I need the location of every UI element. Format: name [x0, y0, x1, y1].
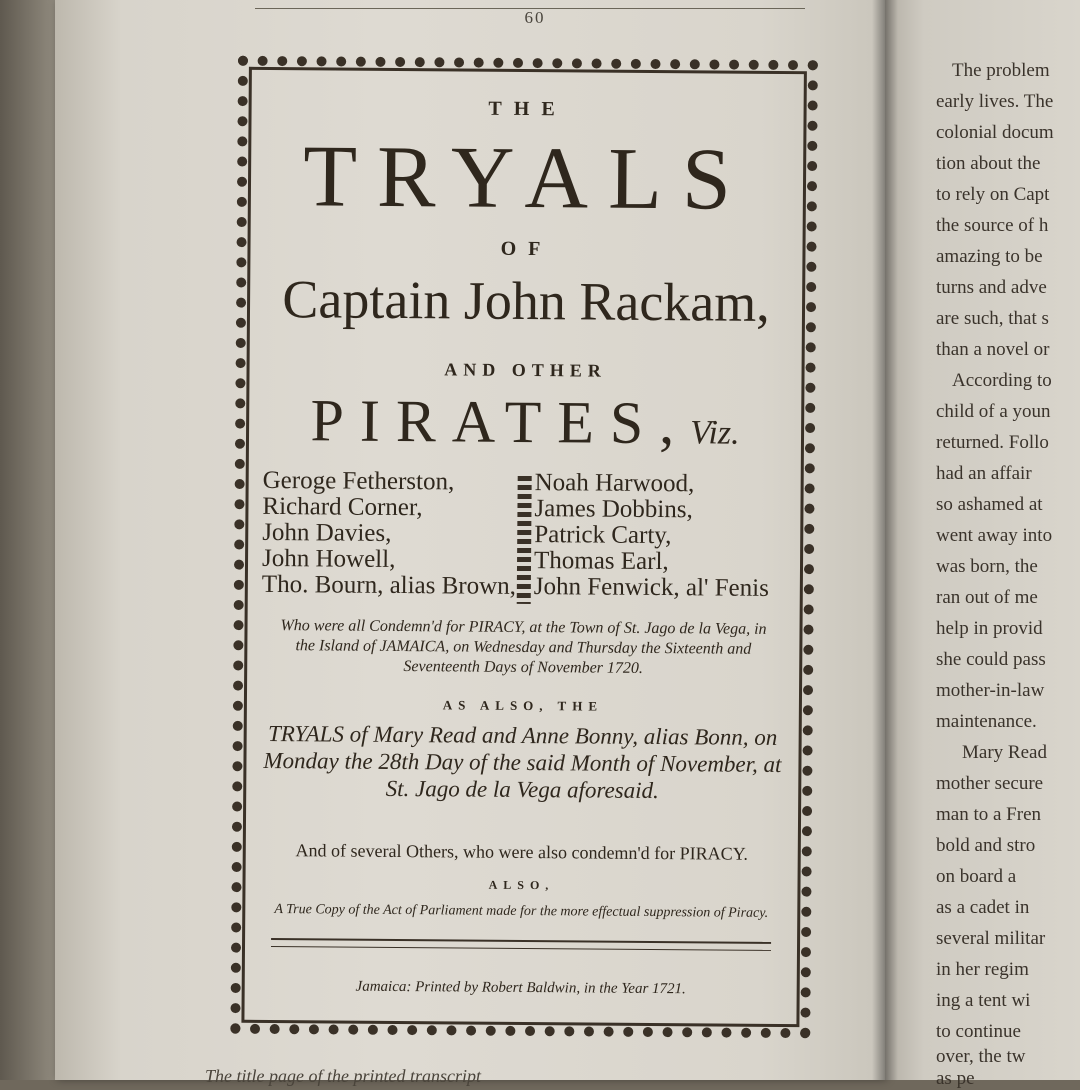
as-also: AS ALSO, THE [442, 697, 604, 714]
list-item: Thomas Earl, [533, 547, 669, 576]
true-copy: A True Copy of the Act of Parliament made for the more effectual suppression of Piracy. [274, 902, 769, 921]
title-pirates-line [235, 386, 816, 460]
text-line: the source of h [936, 215, 1049, 236]
text-line: returned. Follo [936, 432, 1049, 453]
text-line: was born, the [936, 556, 1038, 577]
list-item: John Davies, [262, 518, 392, 547]
text-line: maintenance. [936, 711, 1037, 732]
list-item: Noah Harwood, [534, 469, 695, 498]
title-captain: Captain John Rackam, [282, 269, 771, 333]
book-gutter [872, 0, 898, 1080]
title-of: OF [500, 237, 553, 261]
list-item: Patrick Carty, [534, 521, 672, 550]
text-line: ing a tent wi [936, 990, 1031, 1011]
title-and-other: AND OTHER [444, 359, 607, 381]
several-others: And of several Others, who were also condemn'd for PIRACY. [295, 840, 748, 864]
text-line: turns and adve [936, 277, 1047, 298]
name-divider-ornament [517, 476, 532, 604]
text-line: went away into [936, 525, 1053, 546]
text-line: as a cadet in [936, 897, 1030, 918]
text-line: to rely on Capt [936, 184, 1050, 205]
list-item: Geroge Fetherston, [262, 466, 455, 496]
text-line: on board a [936, 866, 1017, 887]
text-line: in her regim [936, 959, 1029, 980]
text-line: to continue [936, 1021, 1021, 1042]
list-item: John Fenwick, al' Fenis [533, 573, 769, 602]
text-line: early lives. The [936, 91, 1054, 112]
title-viz: Viz. [690, 414, 740, 452]
title-pirates: PIRATES, [310, 387, 691, 457]
text-line: tion about the [936, 153, 1041, 174]
text-line: had an affair [936, 463, 1032, 484]
text-line: bold and stro [936, 835, 1036, 856]
text-line: mother-in-law [936, 680, 1045, 701]
text-line: child of a youn [936, 401, 1051, 422]
text-line: man to a Fren [936, 804, 1042, 825]
text-line: mother secure [936, 773, 1044, 794]
text-line: so ashamed at [936, 494, 1043, 515]
text-line: ran out of me [936, 587, 1038, 608]
title-tryals: TRYALS [302, 128, 752, 229]
text-line: are such, that s [936, 308, 1049, 329]
text-line: help in provid [936, 618, 1043, 639]
list-item: John Howell, [261, 544, 396, 573]
text-line: than a novel or [936, 339, 1050, 360]
text-line: as pe [936, 1068, 975, 1089]
text-line: The problem [952, 60, 1050, 81]
list-item: Richard Corner, [262, 492, 423, 522]
text-line: amazing to be [936, 246, 1043, 267]
condemned-paragraph: Who were all Condemn'd for PIRACY, at the Town of St. Jago de la Vega, in the Island of JAMAICA, on Wednesday and Thursday the Sixteenth and Seventeenth Days of November 1720. [280, 617, 767, 677]
also: ALSO, [488, 877, 555, 893]
figure-caption: The title page of the printed transcript [205, 1066, 481, 1086]
page-number: 60 [524, 8, 546, 27]
tryals-mary-read: TRYALS of Mary Read and Anne Bonny, alias Bonn, on Monday the 28th Day of the said Month of November, at St. Jago de la Vega aforesaid. [263, 720, 782, 804]
text-line: colonial docum [936, 122, 1054, 143]
text-line: According to [952, 370, 1052, 391]
list-item: James Dobbins, [534, 495, 693, 524]
names-right [534, 470, 805, 602]
imprint: Jamaica: Printed by Robert Baldwin, in the Year 1721. [355, 978, 686, 998]
title-the: THE [488, 97, 567, 121]
text-line: she could pass [936, 649, 1046, 670]
names-left [261, 466, 517, 600]
text-line: over, the tw [936, 1046, 1026, 1067]
text-line: several militar [936, 928, 1046, 949]
text-line: Mary Read [962, 742, 1047, 763]
title-page-plate [230, 56, 818, 1039]
list-item: Tho. Bourn, alias Brown, [261, 570, 517, 600]
